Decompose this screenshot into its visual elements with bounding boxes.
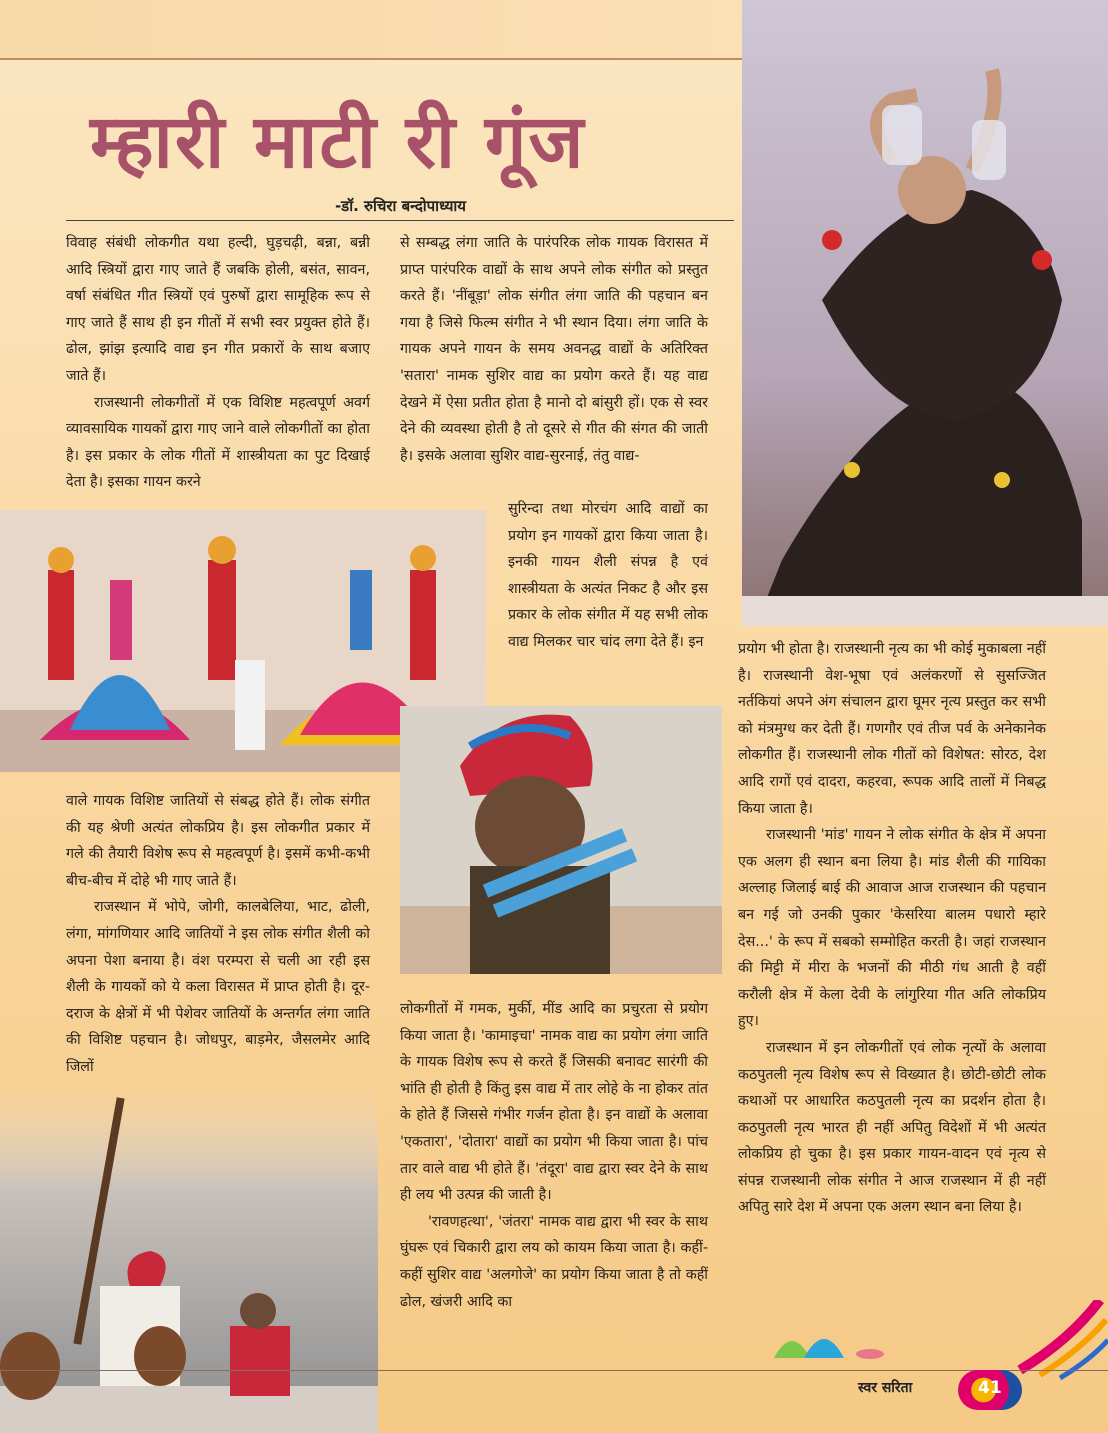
column-1-bottom [66,788,370,1081]
gulal-decoration [770,1318,890,1362]
paragraph: 'रावणहत्था', 'जंतरा' नामक वाद्य द्वारा भी स्वर के साथ घुंघरू एवं चिकारी द्वारा लय को कायम किया जाता है। कहीं-कहीं सुशिर वाद्य 'अलगोजे' का प्रयोग किया जाता है तो कहीं ढोल, खंजरी आदि का [400,1213,708,1310]
column-3 [738,636,1046,1221]
paragraph: राजस्थानी 'मांड' गायन ने लोक संगीत के क्षेत्र में अपना एक अलग ही स्थान बना लिया है। मांड शैली की गायिका अल्लाह जिलाई बाई की आवाज आज राजस्थान की पहचान बन गई जो उनकी पुकार 'केसरिया बालम पधारो म्हारे देस...' के रूप में सबको सम्मोहित करती है। जहां राजस्थान की मिट्टी में मीरा के भजनों की मीठी गंध आती है वहीं करौली क्षेत्र में केला देवी के लांगुरिया गीत अति लोकप्रिय हुए। [738,827,1046,1030]
byline-rule [66,220,734,221]
paragraph: लोकगीतों में गमक, मुर्की, मींड आदि का प्रचुरता से प्रयोग किया जाता है। 'कामाइचा' नामक वाद्य का प्रयोग लंगा जाति के गायक विशेष रूप से करते हैं जिसकी बनावट सारंगी की भांति ही होती है किंतु इस वाद्य में तार लोहे के ना होकर तांत के होते हैं जिससे गंभीर गर्जन होता है। इन वाद्यों के अलावा 'एकतारा', 'दोतारा' वाद्यों का प्रयोग भी किया जाता है। पांच तार वाले वाद्य भी होते हैं। 'तंदूरा' वाद्य द्वारा स्वर देने के साथ ही लय भी उत्पन्न की जाती है। [400,1001,708,1204]
column-2-middle [508,496,708,656]
magazine-name: स्वर सरिता [858,1380,913,1396]
paragraph: सुरिन्दा तथा मोरचंग आदि वाद्यों का प्रयोग इन गायकों द्वारा किया जाता है। इनकी गायन शैली संपन्न है एवं शास्त्रीयता के अत्यंत निकट है और इस प्रकार के लोक संगीत में यह सभी लोक वाद्य मिलकर चार चांद लगा देते हैं। इन [508,501,708,650]
paragraph: से सम्बद्ध लंगा जाति के पारंपरिक लोक गायक विरासत में प्राप्त पारंपरिक वाद्यों के साथ अपने लोक संगीत को प्रस्तुत करते हैं। 'नींबूड़ा' लोक संगीत लंगा जाति की पहचान बन गया है जिसे फिल्म संगीत ने भी स्थान दिया। लंगा जाति के गायक अपने गायन के समय अवनद्ध वाद्यों के अतिरिक्त 'सतारा' नामक सुशिर वाद्य का प्रयोग करते हैं। यह वाद्य देखने में ऐसा प्रतीत होता है मानो दो बांसुरी हों। एक से स्वर देने की व्यवस्था होती है तो दूसरे से गीत की संगत की जाती है। इसके अलावा सुशिर वाद्य-सुरनाई, तंतु वाद्य- [400,235,708,464]
paragraph: राजस्थानी लोकगीतों में एक विशिष्ट महत्वपूर्ण अवर्ग व्यावसायिक गायकों द्वारा गाए जाने वाले लोकगीतों का होता है। इस प्रकार के लोक गीतों में शास्त्रीयता का पुट दिखाई देता है। इसका गायन करने [66,394,370,491]
paragraph: प्रयोग भी होता है। राजस्थानी नृत्य का भी कोई मुकाबला नहीं है। राजस्थानी वेश-भूषा एवं अलंकरणों से सुसज्जित नर्तकियां अपने अंग संचालन द्वारा घूमर नृत्य प्रस्तुत कर सभी को मंत्रमुग्ध कर देती हैं। गणगौर एवं तीज पर्व के अनेकानेक लोकगीत हैं। राजस्थानी लोक गीतों को विशेषत: सोरठ, देश आदि रागों एवं दादरा, कहरवा, रूपक आदि तालों में निबद्ध किया जाता है। [738,641,1046,817]
page-number-badge [958,1370,1022,1410]
column-2-top [400,230,708,469]
page-number: 41 [978,1378,1002,1398]
column-2-bottom [400,996,708,1315]
paragraph: वाले गायक विशिष्ट जातियों से संबद्ध होते हैं। लोक संगीत की यह श्रेणी अत्यंत लोकप्रिय है। इस लोकगीत प्रकार में गले की तैयारी विशेष रूप से महत्वपूर्ण है। इसमें कभी-कभी बीच-बीच में दोहे भी गाए जाते हैं। [66,793,370,889]
paragraph: राजस्थान में इन लोकगीतों एवं लोक नृत्यों के अलावा कठपुतली नृत्य विशेष रूप से विख्यात है। छोटी-छोटी लोक कथाओं पर आधारित कठपुतली नृत्य का प्रदर्शन होता है। कठपुतली नृत्य भारत ही नहीं अपितु विदेशों में भी अत्यंत लोकप्रिय हो चुका है। इस प्रकार गायन-वादन एवं नृत्य से संपन्न राजस्थानी लोक संगीत ने आज राजस्थान में ही नहीं अपितु सारे देश में अपना एक अलग स्थान बना लिया है। [738,1039,1046,1216]
dancer-photo [742,0,1108,626]
color-splash-decoration [1010,1300,1108,1380]
author-byline: -डॉ. रुचिरा बन्दोपाध्याय [334,197,466,215]
header-rule [0,58,742,60]
footer-rule [0,1370,1108,1371]
paragraph: विवाह संबंधी लोकगीत यथा हल्दी, घुड़चढ़ी, बन्ना, बन्नी आदि स्त्रियों द्वारा गाए जाते हैं जबकि होली, बसंत, सावन, वर्षा संबंधित गीत स्त्रियों एवं पुरुषों द्वारा सामूहिक रूप से गाए जाते हैं साथ ही इन गीतों में सभी स्वर प्रयुक्त होते हैं। ढोल, झांझ इत्यादि वाद्य इन गीत प्रकारों के साथ बजाए जाते हैं। [66,235,370,384]
column-1-top [66,230,370,496]
article-title: म्हारी माटी री गूंज [90,99,586,185]
musicians-photo [0,1086,378,1433]
algoza-player-photo [400,706,722,974]
paragraph: राजस्थान में भोपे, जोगी, कालबेलिया, भाट, ढोली, लंगा, मांगणियार आदि जातियों ने इस लोक संगीत शैली को अपना पेशा बनाया है। वंश परम्परा से चली आ रही इस शैली के गायकों को ये कला विरासत में प्राप्त होती है। दूर-दराज के क्षेत्रों में भी पेशेवर जातियों के अन्तर्गत लंगा जाति की विशिष्ट पहचान है। जोधपुर, बाड़मेर, जैसलमेर आदि जिलों [66,899,370,1075]
